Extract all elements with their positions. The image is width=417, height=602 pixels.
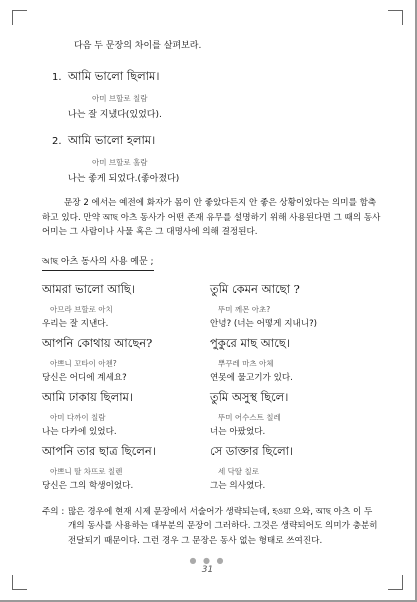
- korean-translation: 당신은 어디에 계세요?: [42, 372, 127, 383]
- note-text: 많은 경우에 현재 시제 문장에서 서술어가 생략되는데, হওয়া 으와, আছ 아츠 이 두 개의 동사를 사용하는 대부분의 문장이 그러하다. 그것은 생략되어도 의미가 충분히 전달되기 때문이다. 그런 경우 그 문장은 동사 없는 형태로 쓰여진다.: [68, 506, 378, 546]
- note-block: [42, 505, 382, 549]
- pronunciation: 뿌꾸레 마츠 아체: [218, 358, 274, 368]
- example-pair: [42, 281, 210, 329]
- bengali-sentence: আমরা ভালো আছি।: [42, 281, 135, 296]
- pronunciation: 아므라 브할로 아치: [50, 304, 113, 314]
- example-grid: [42, 281, 382, 491]
- korean-translation: 연못에 물고기가 있다.: [210, 372, 293, 383]
- crop-mark: [12, 575, 27, 590]
- korean-translation: 우리는 잘 지낸다.: [42, 318, 109, 329]
- example-pair: [42, 443, 210, 491]
- korean-translation: 나는 좋게 되었다.(좋아졌다): [68, 174, 180, 184]
- footer-dots-ornament: ● ● ●: [189, 556, 226, 565]
- page-footer: [0, 556, 415, 575]
- example-pair: [210, 281, 382, 329]
- korean-translation: 나는 다카에 있었다.: [42, 426, 117, 437]
- bengali-sentence: তুমি কেমন আছো ?: [210, 281, 300, 296]
- pronunciation: 뚜미 어수스트 칠레: [218, 412, 281, 422]
- example-1: [52, 68, 382, 120]
- bengali-sentence: সে ডাক্তার ছিলো।: [210, 443, 294, 458]
- example-number: 1.: [52, 72, 62, 83]
- korean-translation: 너는 아팠었다.: [210, 426, 266, 437]
- example-pair: [210, 335, 382, 383]
- bengali-sentence: আপনি কোথায় আছেন?: [42, 335, 153, 350]
- korean-translation: 그는 의사였다.: [210, 480, 266, 491]
- page-number: 31: [201, 565, 214, 575]
- pronunciation: 아미 다까이 칠람: [50, 412, 106, 422]
- bengali-sentence: আমি ভালো ছিলাম।: [68, 69, 160, 83]
- pronunciation: 세 닥딸 칠로: [218, 466, 259, 476]
- example-number: 2.: [52, 136, 62, 147]
- note-label: 주의 :: [42, 506, 65, 517]
- pronunciation: 아미 브할로 칠람: [92, 94, 148, 103]
- bengali-sentence: পুকুরে মাছ আছে।: [210, 335, 290, 350]
- page-content: [42, 38, 382, 548]
- bengali-sentence: আমি ভালো হলাম।: [68, 133, 156, 147]
- example-pair: [210, 389, 382, 437]
- pronunciation: 아쁘니 꼬타이 아첸?: [50, 358, 117, 368]
- crop-mark: [388, 10, 403, 25]
- bengali-sentence: আপনি তার ছাত্র ছিলেন।: [42, 443, 156, 458]
- bengali-sentence: আমি ঢাকায় ছিলাম।: [42, 389, 134, 404]
- korean-translation: 나는 잘 지냈다(있었다).: [68, 110, 162, 120]
- section-title: আছ 아츠 동사의 사용 예문 ;: [42, 254, 154, 271]
- korean-translation: 당신은 그의 학생이었다.: [42, 480, 134, 491]
- crop-mark: [12, 10, 27, 25]
- example-2: [52, 132, 382, 184]
- example-pair: [42, 335, 210, 383]
- korean-translation: 안녕? (너는 어떻게 지내니?): [210, 318, 318, 329]
- pronunciation: 아미 브할로 홀람: [92, 158, 148, 167]
- example-pair: [210, 443, 382, 491]
- crop-mark: [388, 575, 403, 590]
- pronunciation: 아쁘니 딸 차뜨로 칠렌: [50, 466, 123, 476]
- bengali-sentence: তুমি অসুস্থ ছিলে।: [210, 389, 289, 404]
- example-pair: [42, 389, 210, 437]
- pronunciation: 뚜미 께몬 아초?: [218, 304, 271, 314]
- explanation-paragraph: 문장 2 에서는 예전에 화자가 몸이 안 좋았다든지 안 좋은 상황이었다는 의미를 함축하고 있다. 만약 আছ 아츠 동사가 어떤 존재 유무를 설명하기 위해 사용된다면 그 때의 동사 어미는 그 사람이나 사물 혹은 그 대명사에 의해 결정된다.: [42, 198, 381, 237]
- intro-text: 다음 두 문장의 차이를 살펴보라.: [74, 41, 202, 51]
